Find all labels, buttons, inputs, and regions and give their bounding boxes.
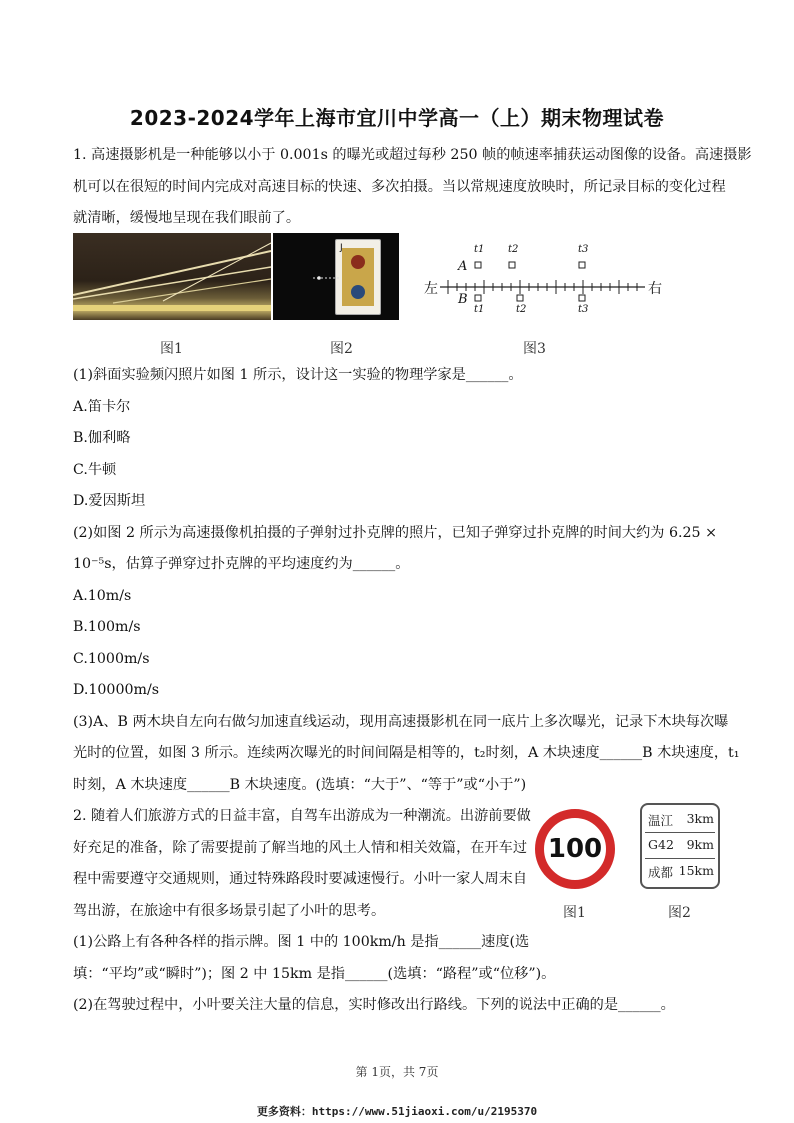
q1-sub2-stem-line-1: (2)如图 2 所示为高速摄像机拍摄的子弹射过扑克牌的照片，已知子弹穿过扑克牌的时间大约为 6.25 × — [73, 525, 717, 541]
q1-intro-line-1: 1. 高速摄影机是一种能够以小于 0.001s 的曝光或超过每秒 250 帧的帧速率捕获运动图像的设备。高速摄影 — [73, 147, 752, 163]
q2-fig2-caption: 图2 — [668, 905, 691, 921]
q1-sub2-option-b: B.100m/s — [73, 619, 141, 635]
q1-intro-line-2: 机可以在很短的时间内完成对高速目标的快速、多次拍摄。当以常规速度放映时，所记录目标的变化过程 — [73, 179, 726, 195]
distance-row-3 — [648, 863, 714, 881]
fig3-row-a: A — [458, 259, 468, 274]
fig3-top-t3: t3 — [578, 244, 589, 255]
fig3-diagram — [420, 240, 670, 320]
fig3-row-b: B — [458, 292, 468, 307]
q1-sub1-option-d: D.爱因斯坦 — [73, 493, 146, 509]
ruler-svg — [420, 240, 670, 320]
incline-experiment-photo — [73, 233, 271, 320]
q2-intro-line-3: 程中需要遵守交通规则，通过特殊路段时要减速慢行。小叶一家人周末自 — [73, 871, 528, 887]
q1-sub3-line-1: (3)A、B 两木块自左向右做匀加速直线运动，现用高速摄影机在同一底片上多次曝光，记录下木块每次曝 — [73, 714, 729, 730]
watermark-link[interactable]: 更多资料：https://www.51jiaoxi.com/u/2195370 — [256, 1105, 538, 1118]
q2-intro-line-4: 驾出游，在旅途中有很多场景引起了小叶的思考。 — [73, 903, 386, 919]
fig3-top-t1: t1 — [474, 244, 485, 255]
fig3-top-t2: t2 — [508, 244, 519, 255]
svg-text:J: J — [340, 243, 343, 253]
distance-sign — [640, 803, 720, 889]
distance-row-2 — [648, 837, 714, 852]
distance-row-2-dist: 9km — [686, 837, 714, 852]
fig3-bottom-t2: t2 — [516, 304, 527, 315]
fig1-caption: 图1 — [160, 341, 183, 357]
q1-sub1-option-a: A.笛卡尔 — [73, 399, 131, 415]
q1-sub2-option-c: C.1000m/s — [73, 651, 150, 667]
distance-row-3-dist: 15km — [678, 863, 714, 878]
q2-intro-line-1: 2. 随着人们旅游方式的日益丰富，自驾车出游成为一种潮流。出游前要做 — [73, 808, 531, 824]
distance-row-1-dist: 3km — [686, 811, 714, 826]
q1-intro-line-3: 就清晰，缓慢地呈现在我们眼前了。 — [73, 210, 301, 226]
q1-sub1-option-b: B.伽利略 — [73, 430, 131, 446]
speed-limit-sign: 100 — [535, 809, 615, 889]
distance-row-1-name: 温江 — [648, 813, 674, 828]
distance-divider-1 — [645, 832, 715, 833]
q2-sub1-line-1: (1)公路上有各种各样的指示牌。图 1 中的 100km/h 是指______速度(选 — [73, 934, 530, 950]
fig3-caption: 图3 — [523, 341, 546, 357]
q1-sub1-stem: (1)斜面实验频闪照片如图 1 所示，设计这一实验的物理学家是______。 — [73, 367, 523, 383]
q2-fig1-caption: 图1 — [563, 905, 586, 921]
q2-intro-line-2: 好充足的准备，除了需要提前了解当地的风土人情和相关效篇，在开车过 — [73, 840, 528, 856]
q1-sub1-option-c: C.牛顿 — [73, 462, 117, 478]
fig3-left-label: 左 — [424, 281, 438, 297]
q2-sub1-line-2: 填：“平均”或“瞬时”)；图 2 中 15km 是指______(选填：“路程”或“位移”)。 — [73, 966, 556, 982]
fig2-caption: 图2 — [330, 341, 353, 357]
bullet-card-photo — [273, 233, 399, 320]
distance-row-3-name: 成都 — [648, 865, 674, 880]
distance-row-1 — [648, 811, 714, 829]
q1-sub3-line-2: 光时的位置，如图 3 所示。连续两次曝光的时间间隔是相等的，t₂时刻，A 木块速度______B 木块速度，t₁ — [73, 745, 740, 761]
fig3-bottom-t3: t3 — [578, 304, 589, 315]
q1-sub2-stem-line-2: 10⁻⁵s，估算子弹穿过扑克牌的平均速度约为______。 — [73, 556, 410, 572]
page-footer: 第 1页，共 7页 — [355, 1065, 439, 1079]
distance-divider-2 — [645, 858, 715, 859]
q1-sub3-line-3: 时刻，A 木块速度______B 木块速度。(选填：“大于”、“等于”或“小于”) — [73, 777, 527, 793]
distance-row-2-name: G42 — [648, 837, 674, 852]
q1-sub2-option-a: A.10m/s — [73, 588, 132, 604]
q2-sub2-stem: (2)在驾驶过程中，小叶要关注大量的信息，实时修改出行路线。下列的说法中正确的是______。 — [73, 997, 675, 1013]
q1-sub2-option-d: D.10000m/s — [73, 682, 160, 698]
fig3-bottom-t1: t1 — [474, 304, 485, 315]
page-title: 2023-2024学年上海市宜川中学高一（上）期末物理试卷 — [129, 106, 665, 130]
fig3-right-label: 右 — [648, 281, 662, 297]
